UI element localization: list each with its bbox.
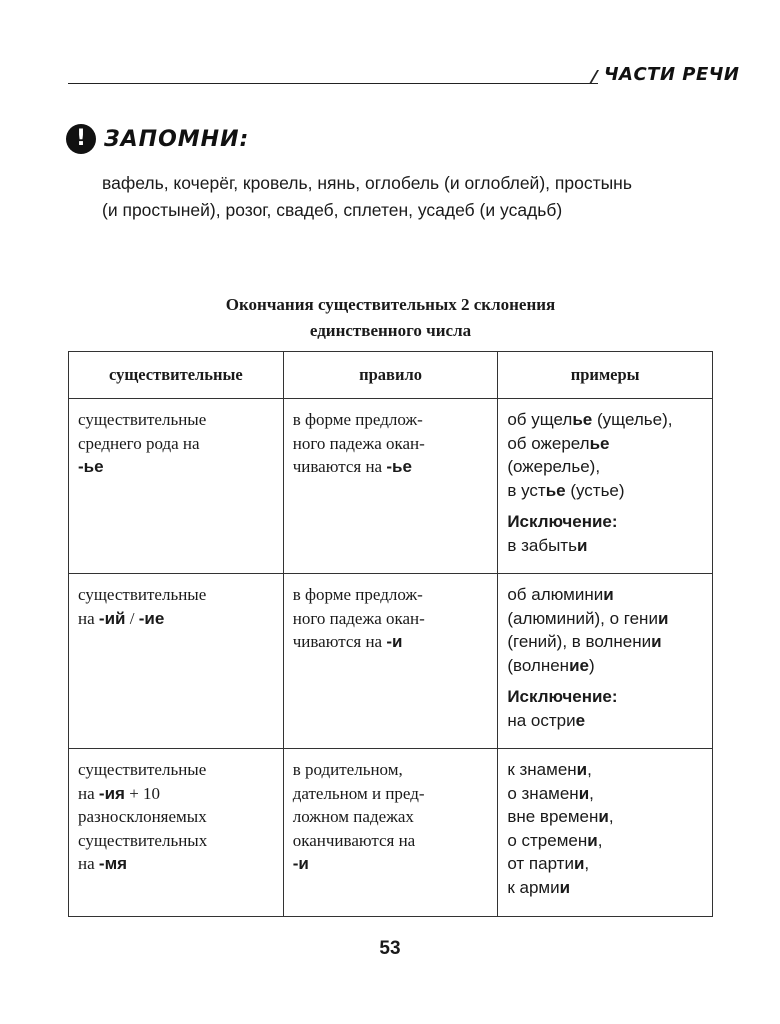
noun-cell: существительные на -ия + 10 разносклоняемых существительных на -мя — [69, 749, 284, 917]
endings-table — [68, 351, 713, 917]
remember-heading — [66, 122, 249, 156]
remember-line-2: (и простыней), розог, свадеб, сплетен, усадеб (и усадьб) — [102, 200, 563, 220]
table-row — [69, 399, 713, 574]
table-row — [69, 749, 713, 917]
header-rule — [68, 83, 598, 84]
noun-cell: существительные среднего рода на -ье — [69, 399, 284, 574]
rule-cell: в форме предлож- ного падежа окан- чиваются на -ье — [283, 399, 498, 574]
table-header-row — [69, 352, 713, 399]
page-number: 53 — [379, 938, 401, 959]
header-nouns: существительные — [69, 352, 284, 399]
remember-title: ЗАПОМНИ: — [104, 126, 250, 152]
remember-text — [102, 170, 722, 224]
section-title: ЧАСТИ РЕЧИ — [604, 64, 740, 85]
examples-cell: об алюминии (алюминий), о гении (гений), в волнении (волнение) Исключение: на острие — [498, 574, 713, 749]
table-caption-line-1: Окончания существительных 2 склонения — [225, 295, 556, 314]
table-caption-line-2: единственного числа — [309, 321, 472, 340]
exception-label: Исключение: — [507, 687, 618, 706]
exclamation-icon: ! — [66, 124, 96, 154]
header-rule: правило — [283, 352, 498, 399]
examples-cell: об ущелье (ущелье), об ожерелье (ожерелье), в устье (устье) Исключение: в забытьи — [498, 399, 713, 574]
exception-label: Исключение: — [507, 512, 618, 531]
header-slash — [589, 70, 599, 84]
table-caption — [68, 292, 713, 344]
rule-cell: в форме предлож- ного падежа окан- чиваются на -и — [283, 574, 498, 749]
table-row — [69, 574, 713, 749]
header-examples: примеры — [498, 352, 713, 399]
rule-cell: в родительном, дательном и пред- ложном падежах оканчиваются на -и — [283, 749, 498, 917]
examples-cell: к знамени, о знамени, вне времени, о стремени, от партии, к армии — [498, 749, 713, 917]
noun-cell: существительные на -ий / -ие — [69, 574, 284, 749]
remember-line-1: вафель, кочерёг, кровель, нянь, оглобель (и оглоблей), простынь — [102, 173, 632, 193]
